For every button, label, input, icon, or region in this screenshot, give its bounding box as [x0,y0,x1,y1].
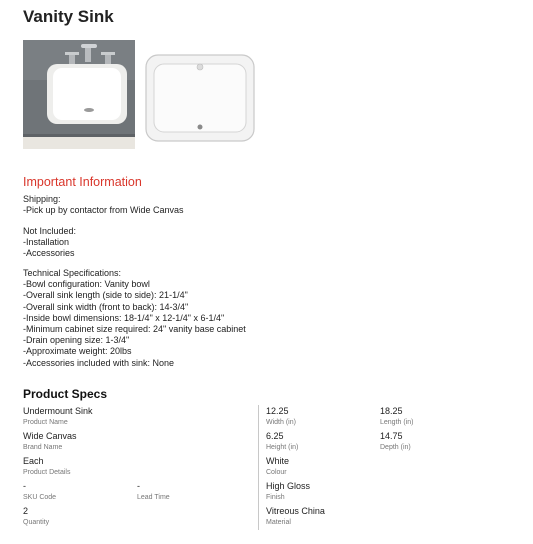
spec-label: Colour [266,469,287,476]
spec-value: 6.25 [266,431,284,441]
tech-spec-line: Technical Specifications: [23,268,122,278]
spec-value: High Gloss [266,481,311,491]
tech-spec-line: -Inside bowl dimensions: 18-1/4" x 12-1/4" x 6-1/4" [23,312,225,323]
spec-value: 14.75 [380,431,403,441]
shipping-line: Shipping: [23,194,61,204]
spec-label: SKU Code [23,494,57,501]
spec-lead-time [137,481,170,502]
spec-depth [380,431,411,452]
not-included-block [23,226,76,260]
tech-spec-line: -Approximate weight: 20lbs [23,346,132,357]
spec-label: Lead Time [137,494,170,501]
spec-label: Material [266,519,291,526]
column-divider [258,405,259,530]
tech-spec-line: -Bowl configuration: Vanity bowl [23,279,150,290]
spec-finish [266,481,310,502]
white-undermount-sink-image [144,52,256,144]
tech-spec-line: -Minimum cabinet size required: 24" vanity base cabinet [23,324,246,335]
spec-value: Undermount Sink [23,406,93,416]
technical-specifications-block [23,268,246,369]
product-specs-heading: Product Specs [23,387,108,401]
spec-length [380,406,413,427]
tech-spec-line: -Overall sink width (front to back): 14-3/4" [23,301,189,312]
spec-label: Width (in) [266,419,296,426]
spec-value: Wide Canvas [23,431,77,441]
spec-label: Length (in) [380,419,414,426]
spec-brand-name [23,431,77,452]
spec-colour [266,456,289,477]
spec-label: Brand Name [23,444,63,451]
spec-value: - [137,481,140,491]
faucet-and-sink-on-grey-counter-image [23,40,135,149]
page-title: Vanity Sink [23,7,114,26]
not-included-line: -Installation [23,237,70,248]
spec-sku-code [23,481,56,502]
spec-height [266,431,298,452]
spec-label: Finish [266,494,285,501]
spec-product-details [23,456,70,477]
spec-value: 12.25 [266,406,289,416]
spec-value: Vitreous China [266,506,325,516]
spec-width [266,406,296,427]
tech-spec-line: -Accessories included with sink: None [23,357,175,368]
spec-value: 2 [23,506,29,516]
spec-label: Product Details [23,469,71,476]
spec-value: - [23,481,26,491]
shipping-block [23,194,184,216]
spec-label: Quantity [23,519,50,526]
important-information-heading: Important Information [23,175,142,189]
spec-product-name [23,406,93,427]
tech-spec-line: -Overall sink length (side to side): 21-1/4" [23,290,188,301]
spec-label: Depth (in) [380,444,411,451]
spec-label: Height (in) [266,444,299,451]
tech-spec-line: -Drain opening size: 1-3/4" [23,335,130,346]
spec-value: White [266,456,290,466]
spec-value: 18.25 [380,406,403,416]
not-included-line: Not Included: [23,226,77,236]
spec-value: Each [23,456,44,466]
spec-label: Product Name [23,419,68,426]
spec-material [266,506,325,527]
spec-quantity [23,506,49,527]
not-included-line: -Accessories [23,248,75,259]
shipping-line: -Pick up by contactor from Wide Canvas [23,205,184,216]
